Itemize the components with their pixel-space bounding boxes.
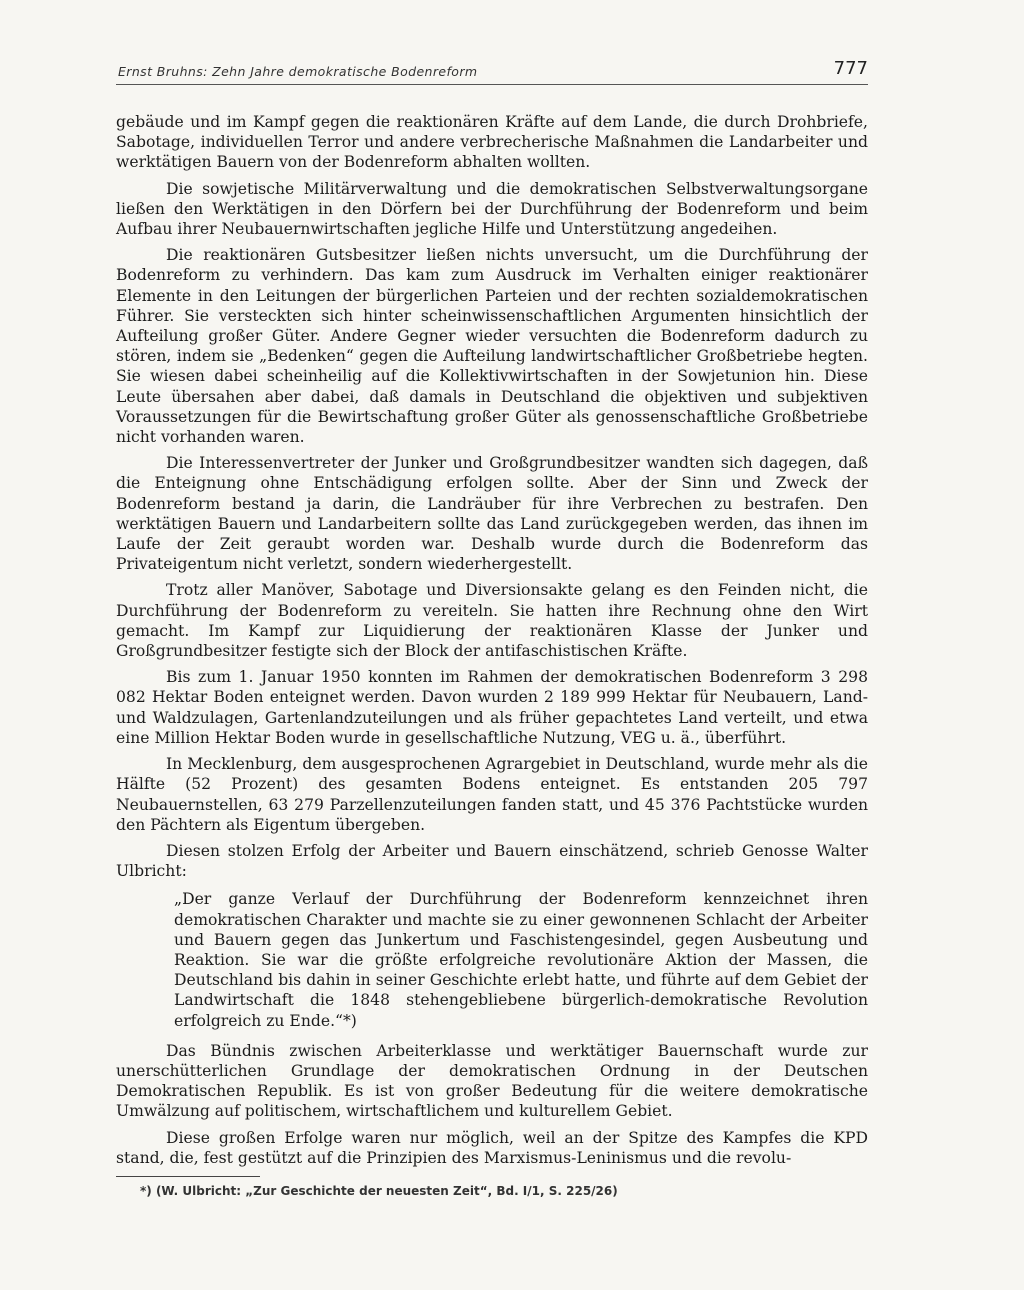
paragraph: Diese großen Erfolge waren nur möglich, weil an der Spitze des Kampfes die KPD stand, die, fest gestützt auf die Prinzipien des Marxismus-Leninismus und die revolu- — [116, 1128, 868, 1167]
paragraph: Die reaktionären Gutsbesitzer ließen nichts unversucht, um die Durchführung der Bodenreform zu verhindern. Das kam zum Ausdruck im Verhalten einiger reaktionärer Elemente in den Leitungen der bürgerlichen Parteien und der rechten sozialdemokratischen Führer. Sie versteckten sich hinter scheinwissenschaftlichen Argumenten hinsichtlich der Aufteilung großer Güter. Andere Gegner wieder versuchten die Bodenreform dadurch zu stören, indem sie „Bedenken“ gegen die Aufteilung landwirtschaftlicher Großbetriebe hegten. Sie wiesen dabei scheinheilig auf die Kollektivwirtschaften in der Sowjetunion hin. Diese Leute übersahen aber dabei, daß damals in Deutschland die objektiven und subjektiven Voraussetzungen für die Bewirtschaftung großer Güter als genossenschaftliche Großbetriebe nicht vorhanden waren. — [116, 246, 868, 447]
paragraph: Bis zum 1. Januar 1950 konnten im Rahmen der demokratischen Bodenreform 3 298 082 Hektar Boden enteignet werden. Davon wurden 2 189 999 Hektar für Neubauern, Land- und Waldzulagen, Gartenlandzuteilungen und als früher gepachtetes Land verteilt, und etwa eine Million Hektar Boden wurde in gesellschaftliche Nutzung, VEG u. ä., überführt. — [116, 668, 868, 747]
paragraph: Trotz aller Manöver, Sabotage und Diversionsakte gelang es den Feinden nicht, die Durchführung der Bodenreform zu vereiteln. Sie hatten ihre Rechnung ohne den Wirt gemacht. Im Kampf zur Liquidierung der reaktionären Klasse der Junker und Großgrundbesitzer festigte sich der Block der antifaschistischen Kräfte. — [116, 581, 868, 661]
block-quote: „Der ganze Verlauf der Durchführung der Bodenreform kennzeichnet ihren demokratischen Charakter und machte sie zu einer gewonnenen Schlacht der Arbeiter und Bauern gegen das Junkertum und Faschistengesindel, gegen Ausbeutung und Reaktion. Sie war die größte erfolgreiche revolutionäre Aktion der Massen, die Deutschland bis dahin in seiner Geschichte erlebt hatte, und führte auf dem Gebiet der Landwirtschaft die 1848 stehengebliebene bürgerlich-demokratische Revolution erfolgreich zu Ende.“*) — [174, 890, 868, 1030]
paragraph: Das Bündnis zwischen Arbeiterklasse und werktätiger Bauernschaft wurde zur unerschütterlichen Grundlage der demokratischen Ordnung in der Deutschen Demokratischen Republik. Es ist von großer Bedeutung für die weitere demokratische Umwälzung auf politischem, wirtschaftlichem und kulturellem Gebiet. — [116, 1041, 868, 1121]
page-number: 777 — [833, 58, 868, 79]
running-head: Ernst Bruhns: Zehn Jahre demokratische Bodenreform — [118, 64, 478, 79]
footnote-divider — [116, 1176, 260, 1177]
paragraph: Die Interessenvertreter der Junker und Großgrundbesitzer wandten sich dagegen, daß die Enteignung ohne Entschädigung erfolgen sollte. Aber der Sinn und Zweck der Bodenreform bestand ja darin, die Landräuber für ihre Verbrechen zu bestrafen. Den werktätigen Bauern und Landarbeitern sollte das Land zurückgegeben werden, das ihnen im Laufe der Zeit geraubt worden war. Deshalb wurde durch die Bodenreform das Privateigentum nicht verletzt, sondern wiederhergestellt. — [116, 454, 868, 574]
footnote: *) (W. Ulbricht: „Zur Geschichte der neuesten Zeit“, Bd. I/1, S. 225/26) — [140, 1184, 618, 1198]
paragraph: gebäude und im Kampf gegen die reaktionären Kräfte auf dem Lande, die durch Drohbriefe, Sabotage, individuellen Terror und andere verbrecherische Maßnahmen die Landarbeiter und werktätigen Bauern von der Bodenreform abhalten wollten. — [116, 113, 868, 172]
paragraph: Diesen stolzen Erfolg der Arbeiter und Bauern einschätzend, schrieb Genosse Walter Ulbricht: — [116, 841, 868, 881]
body-text — [116, 112, 868, 1174]
page-header — [116, 58, 868, 85]
paragraph: In Mecklenburg, dem ausgesprochenen Agrargebiet in Deutschland, wurde mehr als die Hälfte (52 Prozent) des gesamten Bodens enteignet. Es entstanden 205 797 Neubauernstellen, 63 279 Parzellenzuteilungen fanden statt, und 45 376 Pachtstücke wurden den Pächtern als Eigentum übergeben. — [116, 755, 868, 834]
paragraph: Die sowjetische Militärverwaltung und die demokratischen Selbstverwaltungsorgane ließen den Werktätigen in den Dörfern bei der Durchführung der Bodenreform und beim Aufbau ihrer Neubauernwirtschaften jegliche Hilfe und Unterstützung angedeihen. — [116, 179, 868, 239]
